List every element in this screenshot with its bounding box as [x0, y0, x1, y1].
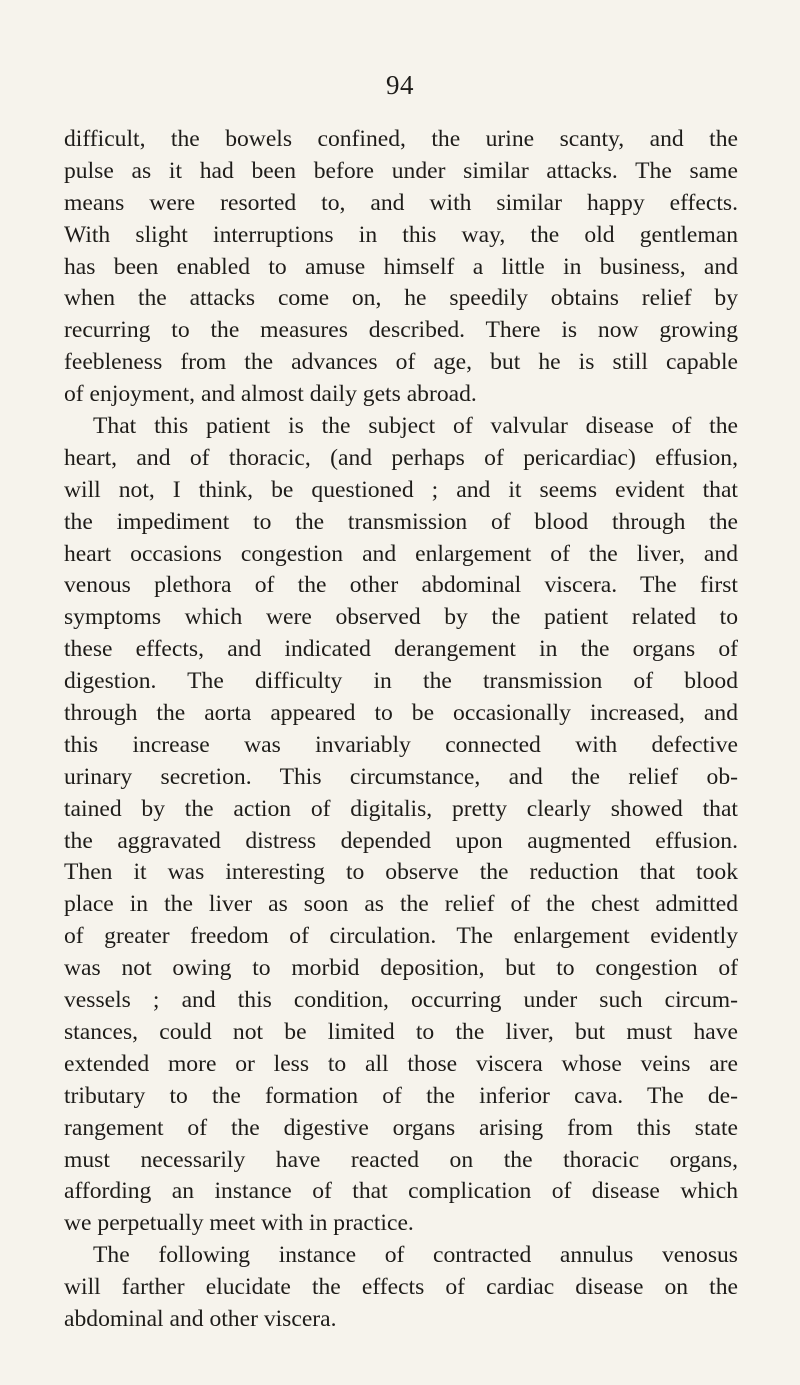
paragraph — [64, 1240, 738, 1336]
paragraph — [64, 411, 738, 1240]
text-line: will not, I think, be questioned ; and it seems evident that — [64, 476, 738, 503]
text-line: symptoms which were observed by the patient related to — [64, 604, 738, 631]
text-line: will farther elucidate the effects of cardiac disease on the — [64, 1274, 738, 1301]
text-line: urinary secretion. This circumstance, and the relief ob- — [64, 763, 738, 790]
text-line: That this patient is the subject of valvular disease of the — [93, 413, 738, 440]
text-line: vessels ; and this condition, occurring under such circum- — [64, 987, 738, 1014]
text-line: affording an instance of that complication of disease which — [64, 1178, 738, 1205]
text-line: tained by the action of digitalis, pretty clearly showed that — [64, 795, 738, 822]
text-line: stances, could not be limited to the liver, but must have — [64, 1018, 738, 1045]
text-line: means were resorted to, and with similar happy effects. — [64, 189, 738, 216]
text-line: must necessarily have reacted on the thoracic organs, — [64, 1146, 738, 1173]
text-line: abdominal and other viscera. — [64, 1305, 337, 1332]
body-text — [64, 124, 738, 1336]
text-line: tributary to the formation of the inferior cava. The de- — [64, 1082, 738, 1109]
text-line: of enjoyment, and almost daily gets abroad. — [64, 381, 477, 408]
text-line: feebleness from the advances of age, but he is still capable — [64, 349, 738, 376]
text-line: Then it was interesting to observe the reduction that took — [64, 859, 738, 886]
paragraph — [64, 124, 738, 411]
text-line: place in the liver as soon as the relief of the chest admitted — [64, 891, 738, 918]
text-line: these effects, and indicated derangement in the organs of — [64, 636, 738, 663]
text-line: was not owing to morbid deposition, but to congestion of — [64, 955, 738, 982]
text-line: we perpetually meet with in practice. — [64, 1210, 414, 1237]
text-line: pulse as it had been before under similar attacks. The same — [64, 157, 738, 184]
text-line: heart occasions congestion and enlargement of the liver, and — [64, 540, 738, 567]
text-line: recurring to the measures described. There is now growing — [64, 317, 738, 344]
text-line: difficult, the bowels confined, the urine scanty, and the — [64, 126, 738, 152]
text-line: of greater freedom of circulation. The enlargement evidently — [64, 923, 738, 950]
text-line: venous plethora of the other abdominal viscera. The first — [64, 572, 738, 599]
text-line: rangement of the digestive organs arising from this state — [64, 1114, 738, 1141]
text-line: extended more or less to all those viscera whose veins are — [64, 1050, 738, 1077]
text-line: when the attacks come on, he speedily obtains relief by — [64, 285, 738, 312]
text-line: The following instance of contracted annulus venosus — [93, 1242, 738, 1269]
text-line: the impediment to the transmission of blood through the — [64, 508, 738, 535]
text-line: this increase was invariably connected with defective — [64, 731, 738, 758]
page-number: 94 — [386, 70, 414, 100]
text-line: the aggravated distress depended upon augmented effusion. — [64, 827, 738, 854]
text-line: heart, and of thoracic, (and perhaps of pericardiac) effusion, — [64, 444, 738, 471]
text-line: digestion. The difficulty in the transmission of blood — [64, 668, 738, 695]
text-line: through the aorta appeared to be occasionally increased, and — [64, 700, 738, 727]
text-line: has been enabled to amuse himself a little in business, and — [64, 253, 738, 280]
text-line: With slight interruptions in this way, the old gentleman — [64, 221, 738, 248]
